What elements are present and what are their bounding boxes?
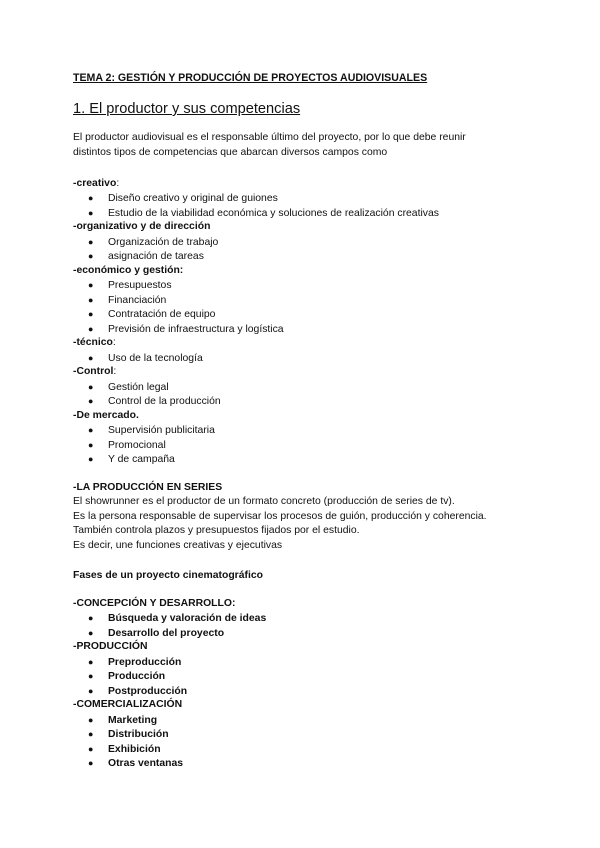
bullet-icon: ● (88, 280, 94, 290)
list-item: ● Estudio de la viabilidad económica y soluciones de realización creativas (88, 208, 439, 219)
list-item: ● Desarrollo del proyecto (88, 628, 225, 639)
series-line: El showrunner es el productor de un formato concreto (producción de series de tv). (73, 496, 455, 507)
document-title: TEMA 2: GESTIÓN Y PRODUCCIÓN DE PROYECTOS AUDIOVISUALES (73, 72, 428, 84)
bullet-icon: ● (88, 454, 94, 464)
list-item: ● Uso de la tecnología (88, 353, 203, 364)
bullet-icon: ● (88, 251, 94, 261)
list-item: ● Financiación (88, 295, 167, 306)
list-item: ● Marketing (88, 715, 158, 726)
bullet-icon: ● (88, 657, 94, 667)
bullet-icon: ● (88, 744, 94, 754)
phase-heading: -CONCEPCIÓN Y DESARROLLO: (73, 598, 236, 609)
intro-line: El productor audiovisual es el responsable último del proyecto, por lo que debe reunir (73, 132, 466, 143)
list-item: ● Búsqueda y valoración de ideas (88, 613, 267, 624)
series-line: Es decir, une funciones creativas y ejecutivas (73, 540, 283, 551)
intro-paragraph (73, 131, 466, 160)
bullet-icon: ● (88, 758, 94, 768)
list-item: ● Distribución (88, 729, 169, 740)
bullet-icon: ● (88, 324, 94, 334)
series-line: También controla plazos y presupuestos fijados por el estudio. (73, 525, 360, 536)
list-item: ● Gestión legal (88, 382, 169, 393)
list-item: ● Y de campaña (88, 454, 175, 465)
bullet-icon: ● (88, 440, 94, 450)
bullet-icon: ● (88, 686, 94, 696)
list-item: ● Organización de trabajo (88, 237, 219, 248)
bullet-icon: ● (88, 295, 94, 305)
bullet-icon: ● (88, 382, 94, 392)
bullet-icon: ● (88, 208, 94, 218)
category-tecnico: -técnico: (73, 337, 116, 348)
list-item: ● Producción (88, 671, 166, 682)
bullet-icon: ● (88, 628, 94, 638)
bullet-icon: ● (88, 396, 94, 406)
bullet-icon: ● (88, 729, 94, 739)
list-item: ● asignación de tareas (88, 251, 204, 262)
list-item: ● Otras ventanas (88, 758, 184, 769)
intro-line: distintos tipos de competencias que abarcan diversos campos como (73, 146, 388, 158)
list-item: ● Previsión de infraestructura y logística (88, 324, 284, 335)
series-line: Es la persona responsable de supervisar los procesos de guión, producción y coherencia. (73, 511, 487, 522)
bullet-icon: ● (88, 353, 94, 363)
phase-heading: -COMERCIALIZACIÓN (73, 699, 183, 710)
list-item: ● Presupuestos (88, 280, 172, 291)
fases-heading: Fases de un proyecto cinematográfico (73, 570, 263, 581)
category-organizativo: -organizativo y de dirección (73, 221, 211, 232)
bullet-icon: ● (88, 193, 94, 203)
bullet-icon: ● (88, 309, 94, 319)
category-economico: -económico y gestión: (73, 265, 184, 276)
list-item: ● Promocional (88, 440, 166, 451)
bullet-icon: ● (88, 425, 94, 435)
list-item: ● Supervisión publicitaria (88, 425, 215, 436)
bullet-icon: ● (88, 671, 94, 681)
bullet-icon: ● (88, 613, 94, 623)
list-item: ● Preproducción (88, 657, 182, 668)
category-mercado: -De mercado. (73, 410, 139, 421)
list-item: ● Control de la producción (88, 396, 221, 407)
section-heading: 1. El productor y sus competencias (73, 101, 301, 117)
series-heading: -LA PRODUCCIÓN EN SERIES (73, 482, 223, 493)
list-item: ● Contratación de equipo (88, 309, 216, 320)
list-item: ● Postproducción (88, 686, 188, 697)
bullet-icon: ● (88, 715, 94, 725)
category-creativo: -creativo: (73, 178, 120, 189)
list-item: ● Diseño creativo y original de guiones (88, 193, 278, 204)
list-item: ● Exhibición (88, 744, 161, 755)
phase-heading: -PRODUCCIÓN (73, 641, 148, 652)
bullet-icon: ● (88, 237, 94, 247)
category-control: -Control: (73, 366, 117, 377)
